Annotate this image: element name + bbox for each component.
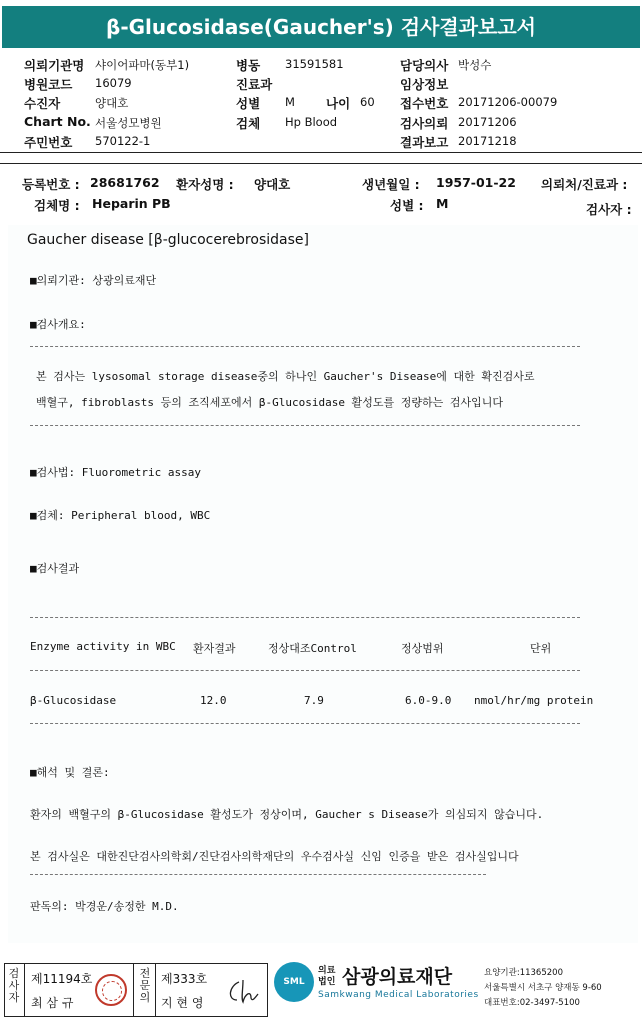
table-header-normal-control: 정상대조Control [268, 642, 357, 655]
patient-name: 양대호 [254, 177, 291, 192]
chart-no: 서울성모병원 [95, 116, 162, 130]
specimen: Hp Blood [285, 115, 338, 129]
request-date: 20171206 [458, 115, 517, 129]
examinee: 양대호 [95, 96, 129, 110]
specialist-license-no: 제333호 [161, 972, 208, 986]
company-logo-icon: SML [274, 962, 314, 1002]
divider [133, 964, 134, 1016]
specialist-name: 지 현 영 [161, 996, 204, 1010]
table-cell-enzyme: β-Glucosidase [30, 694, 117, 707]
label-chart-no: Chart No. [24, 114, 91, 129]
requesting-institution: 샤이어파마(동부1) [95, 58, 190, 72]
label-registration-no: 등록번호 : [22, 177, 80, 192]
table-header-normal-range: 정상범위 [401, 642, 444, 655]
results-title: ■검사결과 [30, 562, 80, 575]
receipt-no: 20171206-00079 [458, 95, 558, 109]
table-header-unit: 단위 [530, 642, 552, 655]
handwritten-signature [225, 976, 261, 1006]
label-age: 나이 [326, 96, 351, 111]
label-referral-dept: 의뢰처/진료과 : [541, 177, 628, 192]
label-registration-sex: 성별 : [390, 198, 424, 213]
divider [0, 163, 642, 164]
physician: 박성수 [458, 58, 492, 72]
label-receipt-no: 접수번호 [400, 96, 449, 111]
tester-vertical-label: 검사자 [8, 967, 20, 1004]
table-cell-unit: nmol/hr/mg protein [474, 694, 594, 707]
divider [0, 152, 642, 153]
overview-line-1: 본 검사는 lysosomal storage disease중의 하나인 Gaucher's Disease에 대한 확진검사로 [36, 370, 535, 383]
table-cell-normal-range: 6.0-9.0 [405, 694, 452, 707]
test-method: ■검사법: Fluorometric assay [30, 466, 201, 479]
label-ward: 병동 [236, 58, 261, 73]
dashed-divider [30, 723, 580, 724]
company-name-en: Samkwang Medical Laboratories [318, 990, 479, 1000]
label-patient-name: 환자성명 : [176, 177, 234, 192]
requesting-lab: ■의뢰기관: 상광의료재단 [30, 274, 157, 287]
company-address: 서울특별시 서초구 양재동 9-60 [484, 983, 602, 993]
divider [24, 964, 25, 1016]
label-hospital-code: 병원코드 [24, 77, 73, 92]
company-name: 삼광의료재단 [342, 966, 453, 988]
institution-code: 요양기관:11365200 [484, 968, 563, 978]
logo-prefix-1: 의료 [318, 966, 336, 976]
table-cell-normal-control: 7.9 [304, 694, 324, 707]
certification-text: 본 검사실은 대한진단검사의학회/진단검사의학재단의 우수검사실 신임 인증을 받은 검사실입니다 [30, 850, 519, 863]
overview-title: ■검사개요: [30, 318, 86, 331]
specimen-name: Heparin PB [92, 196, 171, 211]
logo-prefix [318, 966, 335, 988]
interpretation-text: 환자의 백혈구의 β-Glucosidase 활성도가 정상이며, Gaucher s Disease가 의심되지 않습니다. [30, 808, 544, 821]
registration-no: 28681762 [90, 175, 160, 190]
label-clinical-info: 임상정보 [400, 77, 449, 92]
registration-sex: M [436, 196, 449, 211]
report-heading: Gaucher disease [β-glucocerebrosidase] [27, 232, 309, 248]
divider [155, 964, 156, 1016]
age: 60 [360, 95, 375, 109]
label-request-date: 검사의뢰 [400, 116, 449, 131]
dashed-divider [30, 617, 580, 618]
ward: 31591581 [285, 57, 344, 71]
label-sex: 성별 [236, 96, 261, 111]
tester-license-no: 제11194호 [31, 972, 93, 986]
specialist-vertical-label: 전문의 [139, 967, 151, 1004]
footer [0, 958, 642, 1027]
dashed-divider [30, 346, 580, 347]
table-cell-patient-result: 12.0 [200, 694, 227, 707]
sex: M [285, 95, 295, 109]
label-specimen-name: 검체명 : [34, 198, 80, 213]
registration-block [0, 170, 642, 220]
table-header-patient-result: 환자결과 [193, 642, 236, 655]
label-resident-no: 주민번호 [24, 135, 73, 150]
hospital-code: 16079 [95, 76, 132, 90]
birth-date: 1957-01-22 [436, 175, 516, 190]
company-phone: 대표번호:02-3497-5100 [484, 998, 580, 1008]
report-title: β-Glucosidase(Gaucher's) 검사결과보고서 [2, 6, 640, 48]
label-tester: 검사자 : [586, 202, 632, 217]
report-panel [8, 225, 638, 943]
interpretation-title: ■해석 및 결론: [30, 766, 110, 779]
dashed-divider [30, 425, 580, 426]
report-date: 20171218 [458, 134, 517, 148]
label-specimen: 검체 [236, 116, 261, 131]
label-requesting-institution: 의뢰기관명 [24, 58, 85, 73]
table-header-enzyme: Enzyme activity in WBC [30, 640, 176, 653]
label-physician: 담당의사 [400, 58, 449, 73]
label-report-date: 결과보고 [400, 135, 449, 150]
request-info [0, 52, 642, 152]
resident-no: 570122-1 [95, 134, 151, 148]
dashed-divider [30, 874, 486, 875]
test-specimen: ■검체: Peripheral blood, WBC [30, 509, 211, 522]
signature-box [4, 963, 268, 1017]
tester-name: 최 삼 규 [31, 996, 74, 1010]
label-department: 진료과 [236, 77, 273, 92]
label-birth-date: 생년월일 : [362, 177, 420, 192]
reading-physicians: 판독의: 박경운/송정한 M.D. [30, 900, 179, 913]
seal-stamp [95, 974, 127, 1006]
dashed-divider [30, 670, 580, 671]
overview-line-2: 백혈구, fibroblasts 등의 조직세포에서 β-Glucosidase 활성도를 정량하는 검사입니다 [36, 396, 503, 409]
label-examinee: 수진자 [24, 96, 61, 111]
logo-prefix-2: 법인 [318, 977, 336, 987]
